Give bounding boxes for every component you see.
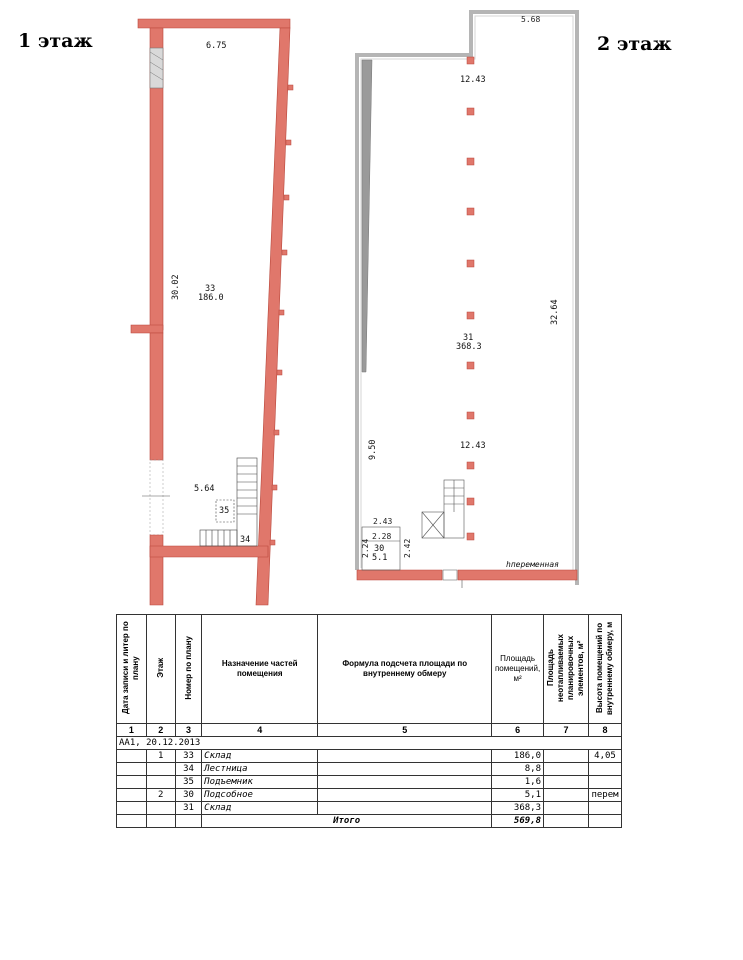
row-height: 4,05 [589, 750, 622, 763]
plan2-dim-small-top: 2.43 [373, 517, 393, 526]
header-area: Площадь помещений, м² [492, 615, 544, 724]
room-explication-table [116, 614, 622, 828]
row-name: Склад [202, 750, 318, 763]
header-unheated-area: Площадь неотапливаемых планировочных элементов, м² [544, 615, 589, 724]
plan1-left-wall-lower [150, 333, 163, 460]
plan2-columns [467, 57, 474, 540]
row-name: Подсобное [202, 789, 318, 802]
plan1-dim-side: 30.02 [171, 274, 181, 300]
header-purpose: Назначение частей помещения [202, 615, 318, 724]
row-number: 33 [175, 750, 201, 763]
row-name: Лестница [202, 763, 318, 776]
plan1-left-notch [131, 325, 163, 333]
total-row [117, 815, 622, 828]
row-number: 31 [175, 802, 201, 815]
row-floor: 1 [146, 750, 175, 763]
record-text: АА1, 20.12.2013 [117, 737, 622, 750]
plan2-dim-small-mid: 2.28 [372, 532, 392, 541]
plan2-dim-top: 5.68 [521, 15, 541, 24]
header-formula: Формула подсчета площади по внутреннему обмеру [318, 615, 492, 724]
row-area: 8,8 [492, 763, 544, 776]
row-name: Подъемник [202, 776, 318, 789]
plan1-dim-top: 6.75 [206, 41, 227, 51]
total-label: Итого [202, 815, 492, 828]
floor-1-plan [131, 19, 293, 605]
table-row [117, 763, 622, 776]
plan1-window-hatch [150, 48, 163, 88]
plan2-dim-lower: 12.43 [460, 441, 486, 451]
plan1-left-wall-bottom [150, 535, 163, 605]
row-number: 34 [175, 763, 201, 776]
header-plan-number: Номер по плану [175, 615, 201, 724]
header-floor: Этаж [146, 615, 175, 724]
plan2-dim-small-right: 2.42 [403, 538, 412, 558]
row-height: перем [589, 789, 622, 802]
plan1-right-wall [256, 28, 290, 605]
plan2-room30-number: 30 [374, 544, 385, 554]
col-number: 6 [492, 724, 544, 737]
plan2-room-area: 368.3 [456, 342, 482, 352]
plan2-dim-left: 9.50 [368, 439, 378, 460]
plan2-room-number: 31 [463, 333, 474, 343]
table-header-row [117, 615, 622, 724]
row-area: 1,6 [492, 776, 544, 789]
plan2-dim-right: 32.64 [550, 299, 560, 325]
row-floor [146, 776, 175, 789]
row-area: 186,0 [492, 750, 544, 763]
row-floor: 2 [146, 789, 175, 802]
table-row [117, 750, 622, 763]
row-floor [146, 763, 175, 776]
plan1-top-wall [138, 19, 290, 28]
plan1-dim-bottom: 5.64 [194, 484, 215, 494]
plan1-bottom-wall [150, 546, 268, 557]
plan2-room30-area: 5.1 [372, 553, 388, 563]
floor-2-title: 2 этаж [597, 33, 672, 55]
row-height [589, 763, 622, 776]
col-number: 7 [544, 724, 589, 737]
col-number: 8 [589, 724, 622, 737]
plan2-left-wedge [362, 60, 372, 372]
plan2-dim-small-left: 2.24 [361, 538, 370, 558]
table-row [117, 802, 622, 815]
plan2-bottom-wall [357, 570, 442, 580]
plan1-stairs [200, 458, 257, 546]
record-row [117, 737, 622, 750]
floor-1-title: 1 этаж [18, 30, 93, 52]
row-area: 5,1 [492, 789, 544, 802]
plan1-room-35: 35 [219, 506, 230, 516]
row-height [589, 776, 622, 789]
col-number: 1 [117, 724, 147, 737]
col-number: 2 [146, 724, 175, 737]
column-numbers-row [117, 724, 622, 737]
plan1-room-34: 34 [240, 535, 251, 545]
row-number: 35 [175, 776, 201, 789]
plan1-room-area: 186.0 [198, 293, 224, 303]
col-number: 3 [175, 724, 201, 737]
floor-2-plan [357, 12, 577, 588]
row-name: Склад [202, 802, 318, 815]
row-number: 30 [175, 789, 201, 802]
row-floor [146, 802, 175, 815]
table-row [117, 789, 622, 802]
row-area: 368,3 [492, 802, 544, 815]
col-number: 4 [202, 724, 318, 737]
header-height: Высота помещений по внутреннему обмеру, м [589, 615, 622, 724]
plan2-stairs [422, 480, 464, 538]
header-date: Дата записи и литер по плану [117, 615, 147, 724]
plan2-dim-upper: 12.43 [460, 75, 486, 85]
row-height [589, 802, 622, 815]
col-number: 5 [318, 724, 492, 737]
total-value: 569,8 [492, 815, 544, 828]
plan2-label-variable: hпеременная [506, 560, 559, 569]
table-row [117, 776, 622, 789]
plan1-room-number: 33 [205, 284, 216, 294]
